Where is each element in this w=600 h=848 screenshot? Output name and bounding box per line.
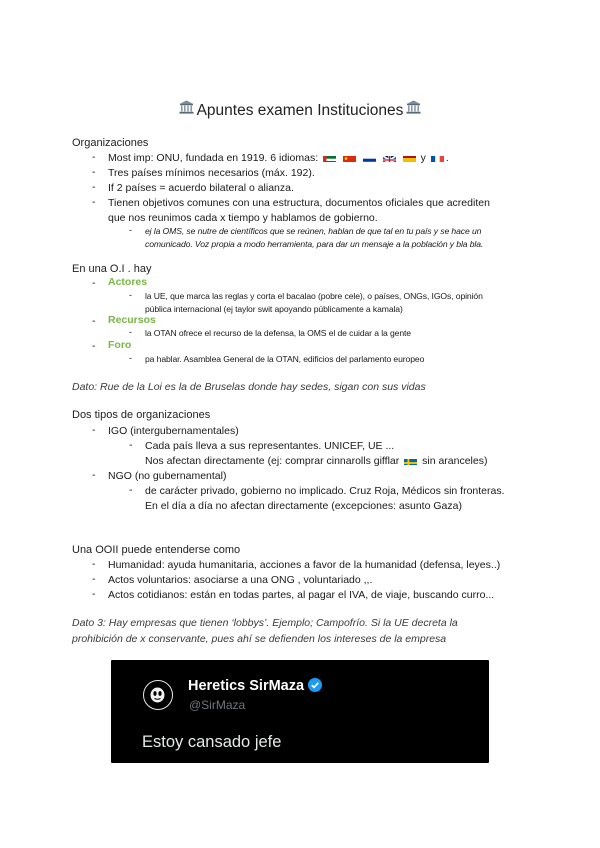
avatar xyxy=(143,680,173,710)
bullet: - xyxy=(92,166,96,178)
label-actores: Actores xyxy=(108,276,148,288)
bullet: - xyxy=(92,424,96,436)
russia-flag-icon xyxy=(363,154,376,162)
bullet: - xyxy=(92,151,96,163)
verified-badge-icon xyxy=(308,678,322,692)
list-item: If 2 países = acuerdo bilateral o alianza. xyxy=(108,182,294,194)
france-flag-icon xyxy=(431,154,444,162)
uk-flag-icon xyxy=(383,154,396,162)
classical-building-icon xyxy=(406,100,421,117)
ghost-face-icon xyxy=(144,681,171,708)
bullet: - xyxy=(92,558,96,570)
bullet: - xyxy=(92,277,96,289)
page-title xyxy=(0,100,600,120)
uae-flag-icon xyxy=(323,154,336,162)
section-heading-tipos: Dos tipos de organizaciones xyxy=(72,409,211,421)
list-item: Tres países mínimos necesarios (máx. 192). xyxy=(108,167,315,179)
list-item: Actos voluntarios: asociarse a una ONG , voluntariado ,,. xyxy=(108,574,373,586)
note-dato: Dato: Rue de la Loi es la de Bruselas donde hay sedes, sigan con sus vidas xyxy=(72,381,426,393)
sub-list-item: pa hablar. Asamblea General de la OTAN, edificios del parlamento europeo xyxy=(145,354,425,364)
bullet: - xyxy=(92,588,96,600)
section-heading-organizaciones: Organizaciones xyxy=(72,137,149,149)
sub-list-item: la UE, que marca las reglas y corta el bacalao (pobre cele), o países, ONGs, IGOs, opinión pública internacional (ej taylor swit apoyando públicamente a kamala) xyxy=(145,291,483,314)
sub-list-item: la OTAN ofrece el recurso de la defensa, la OMS el de cuidar a la gente xyxy=(145,328,411,338)
bullet: - xyxy=(129,327,132,337)
sweden-flag-icon xyxy=(404,457,417,465)
list-item: Most imp: ONU, fundada en 1919. 6 idiomas: y . xyxy=(108,152,449,164)
bullet: - xyxy=(129,439,133,451)
note-dato-3: Dato 3: Hay empresas que tienen ‘lobbys’. Ejemplo; Campofrío. Si la UE decreta la prohibición de x conservante, pues ahí se defienden los intereses de la empresa xyxy=(72,617,458,645)
list-item: Tienen objetivos comunes con una estructura, documentos oficiales que acrediten que nos reunimos cada x tiempo y hablamos de gobierno. xyxy=(108,197,490,224)
spain-flag-icon xyxy=(403,154,416,162)
bullet: - xyxy=(92,573,96,585)
bullet: - xyxy=(92,469,96,481)
sub-list-item: de carácter privado, gobierno no implicado. Cruz Roja, Médicos sin fronteras. En el día a día no afectan directamente (excepciones: asunto Gaza) xyxy=(145,485,505,512)
list-item-ngo: NGO (no gubernamental) xyxy=(108,470,227,482)
tweet-handle: @SirMaza xyxy=(189,698,246,712)
china-flag-icon xyxy=(343,154,356,162)
list-item-igo: IGO (intergubernamentales) xyxy=(108,425,239,437)
bullet: - xyxy=(92,181,96,193)
list-item: Humanidad: ayuda humanitaria, acciones a favor de la humanidad (defensa, leyes..) xyxy=(108,559,501,571)
bullet: - xyxy=(92,315,96,327)
bullet: - xyxy=(129,290,132,300)
sub-list-item: Cada país lleva a sus representantes. UNICEF, UE ... Nos afectan directamente (ej: comprar cinnarolls gifflar sin aranceles) xyxy=(145,440,488,467)
label-foro: Foro xyxy=(108,339,132,351)
label-recursos: Recursos xyxy=(108,314,156,326)
section-heading-oi: En una O.I . hay xyxy=(72,263,152,275)
bullet: - xyxy=(129,225,132,235)
tweet-author-name: Heretics SirMaza xyxy=(188,678,322,694)
title-text: Apuntes examen Instituciones xyxy=(196,102,404,119)
tweet-text: Estoy cansado jefe xyxy=(142,733,282,751)
bullet: - xyxy=(92,340,96,352)
sub-list-item: ej la OMS, se nutre de científicos que se reúnen, hablan de que tal en tu país y se hace un comunicado. Voz propia a modo herramienta, para dar un mensaje a la población y bla bla. xyxy=(145,226,484,249)
bullet: - xyxy=(129,353,132,363)
classical-building-icon xyxy=(179,100,194,117)
list-item: Actos cotidianos: están en todas partes, al pagar el IVA, de viaje, buscando curro... xyxy=(108,589,495,601)
bullet: - xyxy=(129,484,133,496)
bullet: - xyxy=(92,196,96,208)
section-heading-ooii: Una OOII puede entenderse como xyxy=(72,544,241,556)
